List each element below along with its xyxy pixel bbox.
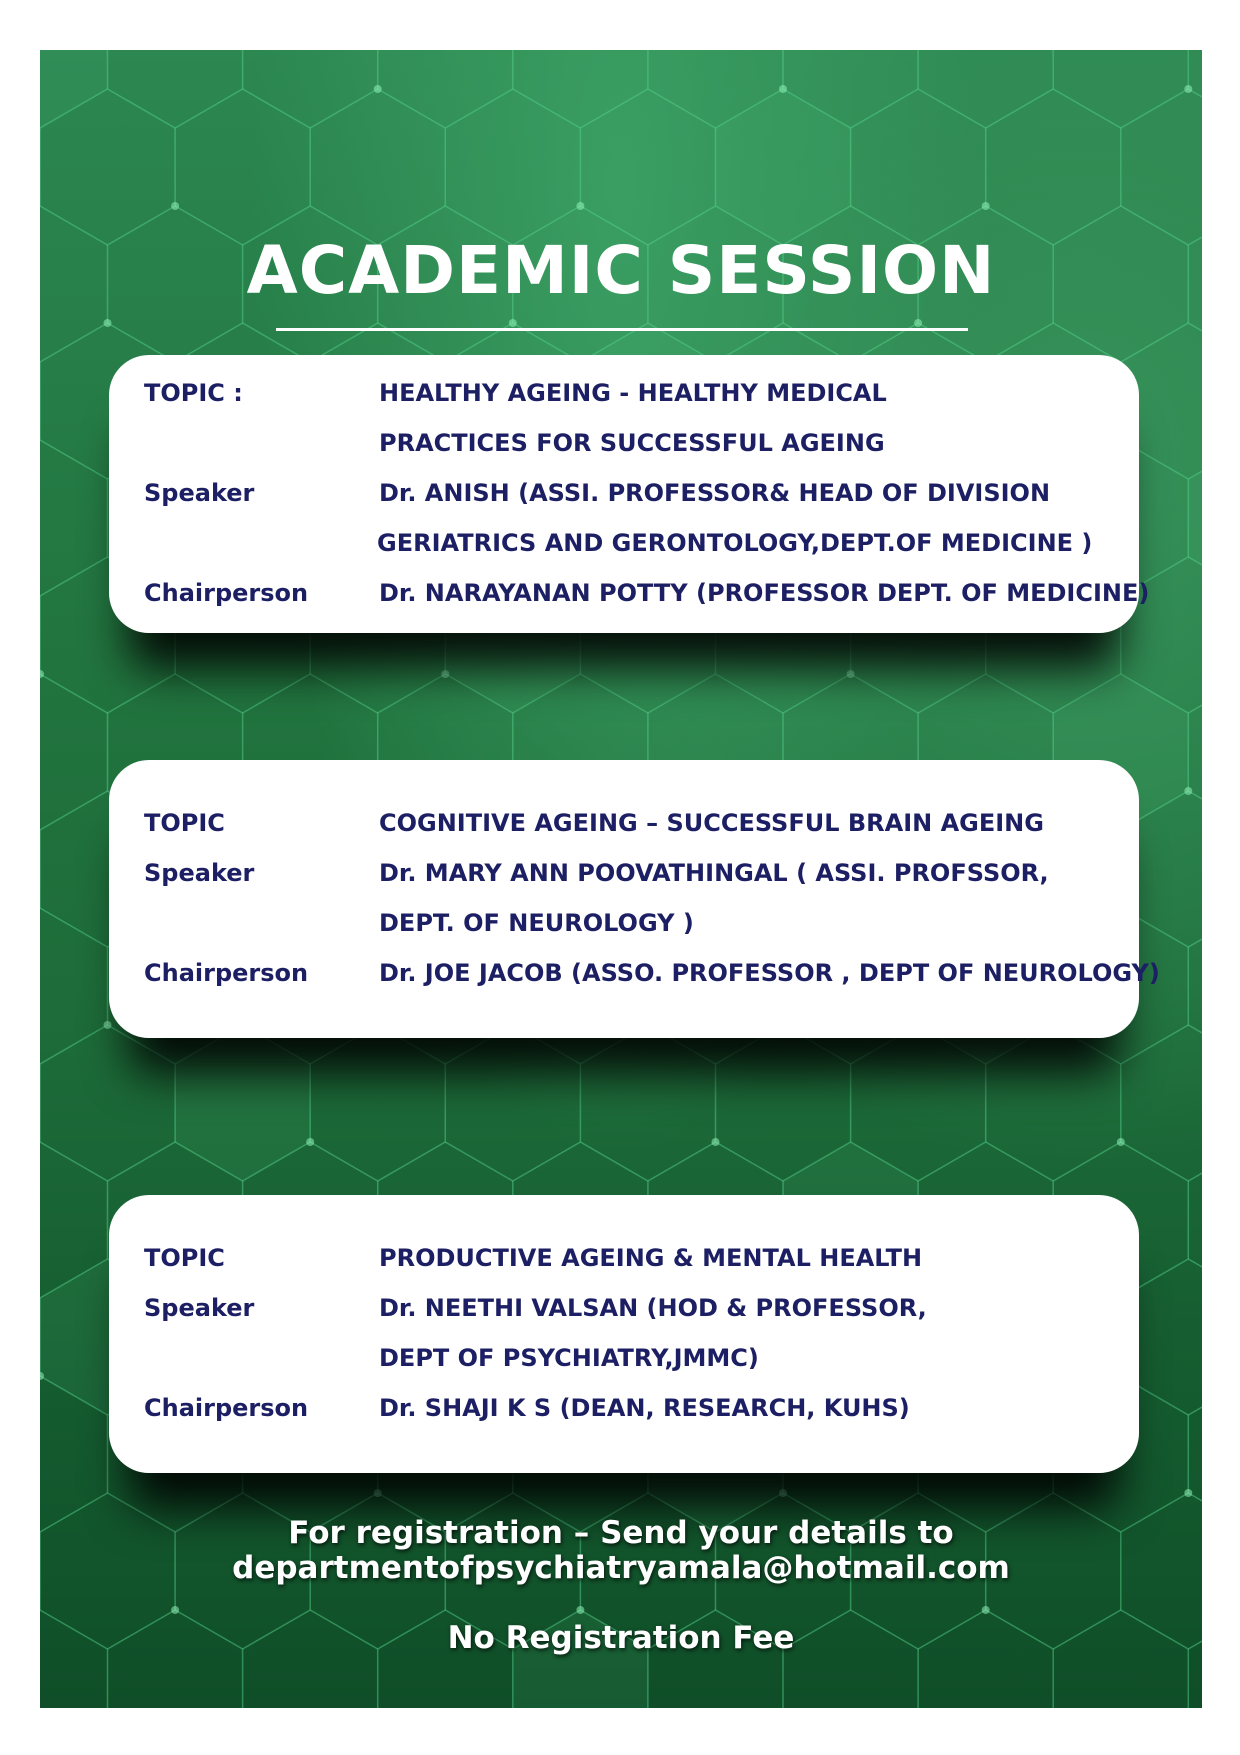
hexagon-shape [918, 50, 1053, 128]
glow-dot [1117, 1138, 1125, 1146]
topic-label: TOPIC [144, 1244, 225, 1272]
topic-label: TOPIC : [144, 379, 243, 407]
glow-dot [982, 1606, 990, 1614]
glow-dot [576, 202, 584, 210]
hexagon-shape [108, 50, 243, 128]
hexagon-shape [40, 674, 108, 830]
chairperson-row [109, 1383, 1139, 1433]
speaker-text: Dr. NEETHI VALSAN (HOD & PROFESSOR, [379, 1294, 927, 1322]
hexagon-shape [310, 89, 445, 245]
poster [40, 50, 1202, 1708]
hexagon-shape [851, 89, 986, 245]
hexagon-shape [1188, 908, 1202, 1064]
hexagon-shape [513, 50, 648, 128]
glow-dot [509, 319, 517, 327]
glow-dot [779, 1489, 787, 1497]
speaker-label: Speaker [144, 479, 255, 507]
session-card-3 [109, 1195, 1139, 1473]
hexagon-shape [1188, 440, 1202, 596]
chairperson-text: Dr. JOE JACOB (ASSO. PROFESSOR , DEPT OF NEUROLOGY) [379, 959, 1160, 987]
speaker-row [109, 468, 1139, 518]
hexagon-shape [445, 89, 580, 245]
session-card-1 [109, 355, 1150, 633]
glow-dot [712, 1138, 720, 1146]
glow-dot [914, 319, 922, 327]
hexagon-shape [310, 1025, 445, 1181]
session-card-2 [109, 760, 1160, 1038]
glow-dot [779, 85, 787, 93]
glow-dot [374, 85, 382, 93]
speaker-row-continued [109, 898, 1139, 948]
speaker-text: DEPT. OF NEUROLOGY ) [379, 909, 694, 937]
speaker-row [109, 1283, 1139, 1333]
hexagon-shape [40, 908, 108, 1064]
registration-email[interactable]: departmentofpsychiatryamala@hotmail.com [232, 1550, 1010, 1586]
registration-instruction: For registration – Send your details to [288, 1515, 954, 1551]
glow-dot [441, 670, 449, 678]
registration-fee-note: No Registration Fee [447, 1620, 795, 1656]
title-underline [276, 328, 968, 331]
topic-row [109, 1233, 1139, 1283]
speaker-text: DEPT OF PSYCHIATRY,JMMC) [379, 1344, 759, 1372]
hexagon-shape [1121, 1025, 1202, 1181]
hexagon-shape [40, 50, 108, 128]
hexagon-shape [986, 89, 1121, 245]
glow-dot [576, 1606, 584, 1614]
page-title: ACADEMIC SESSION [246, 232, 996, 309]
hexagon-shape [40, 440, 108, 596]
glow-dot [306, 1138, 314, 1146]
speaker-label: Speaker [144, 1294, 255, 1322]
hexagon-shape [243, 50, 378, 128]
hexagon-shape [1188, 674, 1202, 830]
hexagon-shape [175, 89, 310, 245]
hexagon-shape [1121, 89, 1202, 245]
glow-dot [847, 670, 855, 678]
speaker-text: Dr. MARY ANN POOVATHINGAL ( ASSI. PROFSSOR, [379, 859, 1049, 887]
glow-dot [104, 319, 112, 327]
hexagon-shape [1188, 1142, 1202, 1298]
topic-row [109, 798, 1139, 848]
chairperson-row [109, 948, 1160, 998]
chairperson-label: Chairperson [144, 579, 309, 607]
hexagon-shape [445, 1025, 580, 1181]
topic-text: COGNITIVE AGEING – SUCCESSFUL BRAIN AGEING [379, 809, 1044, 837]
speaker-row [109, 848, 1139, 898]
topic-text: HEALTHY AGEING - HEALTHY MEDICAL [379, 379, 887, 407]
topic-row [109, 368, 1139, 418]
hexagon-shape [40, 1025, 175, 1181]
glow-dot [171, 1606, 179, 1614]
hexagon-shape [716, 89, 851, 245]
hexagon-shape [580, 1025, 715, 1181]
glow-dot [171, 202, 179, 210]
speaker-row-continued [109, 1333, 1139, 1383]
glow-dot [982, 202, 990, 210]
topic-text: PRACTICES FOR SUCCESSFUL AGEING [379, 429, 885, 457]
topic-text: PRODUCTIVE AGEING & MENTAL HEALTH [379, 1244, 923, 1272]
chairperson-row [109, 568, 1150, 618]
glow-dot [1184, 787, 1192, 795]
chairperson-label: Chairperson [144, 1394, 309, 1422]
chairperson-text: Dr. SHAJI K S (DEAN, RESEARCH, KUHS) [379, 1394, 910, 1422]
speaker-text: Dr. ANISH (ASSI. PROFESSOR& HEAD OF DIVISION [379, 479, 1051, 507]
speaker-text: GERIATRICS AND GERONTOLOGY,DEPT.OF MEDICINE ) [377, 529, 1093, 557]
hexagon-shape [378, 50, 513, 128]
glow-dot [104, 1021, 112, 1029]
hexagon-shape [1053, 50, 1188, 128]
chairperson-text: Dr. NARAYANAN POTTY (PROFESSOR DEPT. OF MEDICINE) [379, 579, 1150, 607]
speaker-row-continued [109, 518, 1139, 568]
glow-dot [1184, 1489, 1192, 1497]
hexagon-shape [580, 89, 715, 245]
topic-row-continued [109, 418, 1139, 468]
speaker-label: Speaker [144, 859, 255, 887]
chairperson-label: Chairperson [144, 959, 309, 987]
hexagon-shape [1188, 1376, 1202, 1532]
hexagon-shape [175, 1025, 310, 1181]
topic-label: TOPIC [144, 809, 225, 837]
glow-dot [1184, 85, 1192, 93]
glow-dot [374, 1489, 382, 1497]
